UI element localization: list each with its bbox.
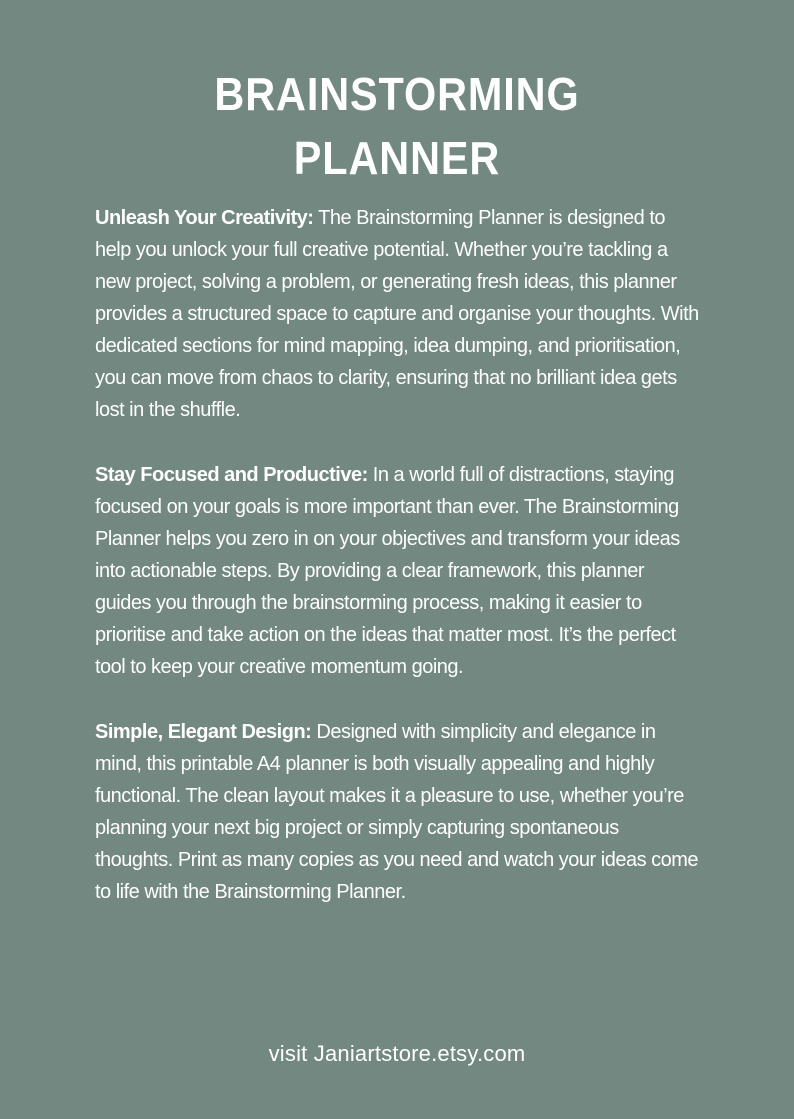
section-body: In a world full of distractions, staying focused on your goals is more important than ever. The Brainstorming Planner helps you zero in on your objectives and transform your ideas into actionable steps. By providing a clear framework, this planner guides you through the brainstorming process, making it easier to prioritise and take action on the ideas that matter most. It’s the perfect tool to keep your creative momentum going. xyxy=(95,464,680,678)
title-line-2: PLANNER xyxy=(293,132,501,184)
store-link[interactable]: visit Janiartstore.etsy.com xyxy=(268,1041,526,1066)
section-unleash-creativity xyxy=(95,202,699,426)
title-line-1: BRAINSTORMING xyxy=(214,68,580,120)
section-body: The Brainstorming Planner is designed to help you unlock your full creative potential. Whether you’re tackling a new project, solving a problem, or generating fresh ideas, this planner provides a structured space to capture and organise your thoughts. With dedicated sections for mind mapping, idea dumping, and prioritisation, you can move from chaos to clarity, ensuring that no brilliant idea gets lost in the shuffle. xyxy=(95,207,699,421)
section-heading: Stay Focused and Productive: xyxy=(95,464,368,486)
sections xyxy=(95,202,699,908)
section-heading: Simple, Elegant Design: xyxy=(95,721,312,743)
section-body: Designed with simplicity and elegance in mind, this printable A4 planner is both visually appealing and highly functional. The clean layout makes it a pleasure to use, whether you’re planning your next big project or simply capturing spontaneous thoughts. Print as many copies as you need and watch your ideas come to life with the Brainstorming Planner. xyxy=(95,721,699,903)
section-heading: Unleash Your Creativity: xyxy=(95,207,314,229)
section-stay-focused xyxy=(95,459,699,683)
page-title xyxy=(125,62,669,190)
section-simple-design xyxy=(95,716,699,908)
